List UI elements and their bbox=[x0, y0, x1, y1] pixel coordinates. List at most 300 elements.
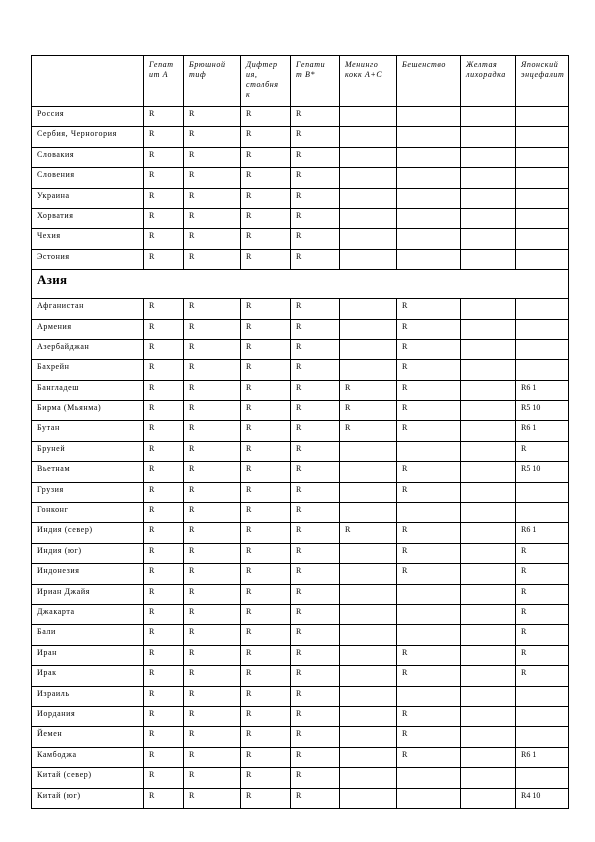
country-cell: Индонезия bbox=[32, 564, 144, 584]
value-cell: R bbox=[184, 441, 241, 461]
value-cell bbox=[340, 339, 397, 359]
country-cell: Хорватия bbox=[32, 208, 144, 228]
value-cell bbox=[461, 625, 516, 645]
country-cell: Азербайджан bbox=[32, 339, 144, 359]
value-cell: R bbox=[516, 441, 569, 461]
value-cell: R bbox=[144, 127, 184, 147]
header-row bbox=[32, 56, 569, 107]
value-cell: R bbox=[291, 360, 340, 380]
value-cell: R bbox=[241, 462, 291, 482]
value-cell bbox=[461, 360, 516, 380]
value-cell: R bbox=[516, 543, 569, 563]
country-cell: Китай (север) bbox=[32, 768, 144, 788]
value-cell: R bbox=[291, 625, 340, 645]
value-cell: R5 10 bbox=[516, 401, 569, 421]
value-cell: R bbox=[144, 564, 184, 584]
value-cell: R bbox=[144, 421, 184, 441]
value-cell: R bbox=[241, 299, 291, 319]
table-row bbox=[32, 249, 569, 269]
value-cell: R bbox=[241, 339, 291, 359]
value-cell bbox=[461, 666, 516, 686]
value-cell: R bbox=[144, 645, 184, 665]
header-cell bbox=[32, 56, 144, 107]
value-cell: R bbox=[397, 339, 461, 359]
country-cell: Бутан bbox=[32, 421, 144, 441]
value-cell: R bbox=[291, 421, 340, 441]
value-cell bbox=[340, 127, 397, 147]
country-cell: Сербия, Черногория bbox=[32, 127, 144, 147]
value-cell: R bbox=[241, 564, 291, 584]
value-cell bbox=[340, 188, 397, 208]
value-cell: R bbox=[397, 645, 461, 665]
value-cell bbox=[461, 168, 516, 188]
value-cell: R bbox=[397, 727, 461, 747]
header-cell: Менинго кокк А+С bbox=[340, 56, 397, 107]
value-cell: R bbox=[241, 107, 291, 127]
table-row bbox=[32, 503, 569, 523]
value-cell bbox=[516, 107, 569, 127]
value-cell bbox=[397, 625, 461, 645]
value-cell: R bbox=[144, 299, 184, 319]
value-cell: R bbox=[144, 686, 184, 706]
value-cell bbox=[397, 686, 461, 706]
value-cell: R bbox=[397, 319, 461, 339]
value-cell: R bbox=[291, 127, 340, 147]
country-cell: Джакарта bbox=[32, 604, 144, 624]
value-cell bbox=[340, 604, 397, 624]
value-cell bbox=[516, 768, 569, 788]
table-row bbox=[32, 107, 569, 127]
value-cell bbox=[340, 147, 397, 167]
value-cell bbox=[461, 249, 516, 269]
value-cell: R bbox=[184, 564, 241, 584]
table-row bbox=[32, 584, 569, 604]
value-cell: R bbox=[144, 401, 184, 421]
value-cell: R bbox=[184, 299, 241, 319]
table-row bbox=[32, 188, 569, 208]
value-cell: R4 10 bbox=[516, 788, 569, 808]
value-cell: R bbox=[184, 503, 241, 523]
value-cell bbox=[397, 503, 461, 523]
table-row bbox=[32, 360, 569, 380]
value-cell: R bbox=[184, 727, 241, 747]
country-cell: Россия bbox=[32, 107, 144, 127]
value-cell: R bbox=[184, 147, 241, 167]
value-cell bbox=[340, 686, 397, 706]
value-cell: R bbox=[184, 208, 241, 228]
value-cell bbox=[397, 107, 461, 127]
value-cell bbox=[461, 339, 516, 359]
value-cell: R bbox=[291, 768, 340, 788]
value-cell bbox=[340, 727, 397, 747]
value-cell: R bbox=[144, 625, 184, 645]
country-cell: Бахрейн bbox=[32, 360, 144, 380]
value-cell: R bbox=[184, 706, 241, 726]
value-cell: R bbox=[184, 747, 241, 767]
value-cell bbox=[461, 299, 516, 319]
value-cell: R bbox=[144, 482, 184, 502]
value-cell: R bbox=[397, 543, 461, 563]
value-cell bbox=[340, 747, 397, 767]
value-cell bbox=[397, 147, 461, 167]
value-cell: R bbox=[184, 482, 241, 502]
value-cell bbox=[461, 645, 516, 665]
value-cell: R bbox=[291, 462, 340, 482]
value-cell bbox=[516, 319, 569, 339]
header-cell: Дифтер ия, столбня к bbox=[241, 56, 291, 107]
value-cell: R bbox=[516, 564, 569, 584]
value-cell bbox=[461, 462, 516, 482]
table-row bbox=[32, 462, 569, 482]
value-cell bbox=[516, 208, 569, 228]
value-cell: R bbox=[291, 645, 340, 665]
value-cell bbox=[516, 503, 569, 523]
table-row bbox=[32, 127, 569, 147]
value-cell bbox=[516, 127, 569, 147]
value-cell bbox=[340, 168, 397, 188]
value-cell bbox=[340, 584, 397, 604]
value-cell: R bbox=[184, 666, 241, 686]
country-cell: Иран bbox=[32, 645, 144, 665]
value-cell bbox=[340, 299, 397, 319]
value-cell: R bbox=[241, 229, 291, 249]
value-cell bbox=[516, 299, 569, 319]
value-cell: R bbox=[397, 421, 461, 441]
value-cell: R bbox=[184, 462, 241, 482]
country-cell: Индия (север) bbox=[32, 523, 144, 543]
value-cell: R6 1 bbox=[516, 747, 569, 767]
value-cell: R bbox=[241, 127, 291, 147]
table-row bbox=[32, 421, 569, 441]
value-cell: R bbox=[144, 229, 184, 249]
value-cell: R bbox=[291, 686, 340, 706]
value-cell: R bbox=[397, 360, 461, 380]
value-cell: R bbox=[144, 584, 184, 604]
country-cell: Йемен bbox=[32, 727, 144, 747]
value-cell bbox=[340, 788, 397, 808]
table-row bbox=[32, 482, 569, 502]
country-cell: Армения bbox=[32, 319, 144, 339]
value-cell: R bbox=[144, 168, 184, 188]
value-cell: R bbox=[291, 229, 340, 249]
value-cell bbox=[461, 788, 516, 808]
value-cell: R bbox=[241, 319, 291, 339]
value-cell bbox=[340, 462, 397, 482]
value-cell bbox=[340, 107, 397, 127]
country-cell: Бруней bbox=[32, 441, 144, 461]
value-cell: R bbox=[397, 747, 461, 767]
value-cell: R bbox=[241, 666, 291, 686]
value-cell: R bbox=[291, 503, 340, 523]
country-cell: Словакия bbox=[32, 147, 144, 167]
value-cell: R bbox=[291, 401, 340, 421]
value-cell: R bbox=[241, 604, 291, 624]
value-cell: R bbox=[397, 299, 461, 319]
value-cell: R bbox=[291, 249, 340, 269]
vaccination-table bbox=[31, 55, 569, 809]
table-row bbox=[32, 604, 569, 624]
country-cell: Гонконг bbox=[32, 503, 144, 523]
value-cell bbox=[340, 229, 397, 249]
value-cell: R bbox=[291, 107, 340, 127]
value-cell bbox=[340, 482, 397, 502]
value-cell: R bbox=[144, 188, 184, 208]
value-cell bbox=[397, 208, 461, 228]
table-row bbox=[32, 401, 569, 421]
value-cell bbox=[461, 380, 516, 400]
country-cell: Китай (юг) bbox=[32, 788, 144, 808]
table-row bbox=[32, 299, 569, 319]
value-cell: R bbox=[291, 727, 340, 747]
value-cell: R bbox=[241, 706, 291, 726]
value-cell: R bbox=[241, 686, 291, 706]
value-cell: R bbox=[397, 401, 461, 421]
value-cell: R6 1 bbox=[516, 421, 569, 441]
table-row bbox=[32, 788, 569, 808]
value-cell: R6 1 bbox=[516, 380, 569, 400]
value-cell: R bbox=[144, 727, 184, 747]
value-cell: R bbox=[241, 188, 291, 208]
country-cell: Бирма (Мьянма) bbox=[32, 401, 144, 421]
table-row bbox=[32, 523, 569, 543]
value-cell: R bbox=[291, 380, 340, 400]
value-cell: R bbox=[397, 482, 461, 502]
table-row bbox=[32, 339, 569, 359]
value-cell bbox=[516, 360, 569, 380]
value-cell: R bbox=[144, 319, 184, 339]
value-cell bbox=[397, 249, 461, 269]
header-cell: Японский энцефалит bbox=[516, 56, 569, 107]
value-cell: R bbox=[184, 543, 241, 563]
country-cell: Грузия bbox=[32, 482, 144, 502]
value-cell: R bbox=[397, 523, 461, 543]
value-cell bbox=[516, 147, 569, 167]
value-cell: R bbox=[144, 666, 184, 686]
value-cell: R bbox=[241, 645, 291, 665]
country-cell: Израиль bbox=[32, 686, 144, 706]
header-cell: Желтая лихорадка bbox=[461, 56, 516, 107]
value-cell: R bbox=[291, 747, 340, 767]
value-cell: R bbox=[241, 401, 291, 421]
value-cell bbox=[516, 168, 569, 188]
country-cell: Вьетнам bbox=[32, 462, 144, 482]
country-cell: Индия (юг) bbox=[32, 543, 144, 563]
value-cell: R bbox=[144, 604, 184, 624]
value-cell bbox=[461, 686, 516, 706]
table-row bbox=[32, 768, 569, 788]
value-cell: R bbox=[291, 564, 340, 584]
value-cell: R bbox=[291, 788, 340, 808]
value-cell bbox=[461, 747, 516, 767]
table-row bbox=[32, 747, 569, 767]
value-cell: R bbox=[291, 482, 340, 502]
table-row bbox=[32, 564, 569, 584]
value-cell: R bbox=[241, 208, 291, 228]
country-cell: Украина bbox=[32, 188, 144, 208]
value-cell: R bbox=[340, 421, 397, 441]
value-cell: R bbox=[184, 604, 241, 624]
value-cell bbox=[340, 645, 397, 665]
value-cell: R bbox=[291, 604, 340, 624]
value-cell: R bbox=[144, 768, 184, 788]
value-cell bbox=[516, 229, 569, 249]
value-cell bbox=[461, 706, 516, 726]
table-row bbox=[32, 645, 569, 665]
value-cell: R bbox=[291, 584, 340, 604]
section-row bbox=[32, 270, 569, 299]
value-cell: R bbox=[291, 319, 340, 339]
value-cell bbox=[461, 208, 516, 228]
value-cell: R bbox=[184, 249, 241, 269]
value-cell: R bbox=[184, 188, 241, 208]
value-cell bbox=[397, 788, 461, 808]
value-cell: R bbox=[144, 147, 184, 167]
value-cell bbox=[397, 604, 461, 624]
table-row bbox=[32, 706, 569, 726]
value-cell: R bbox=[241, 747, 291, 767]
table-row bbox=[32, 686, 569, 706]
value-cell: R bbox=[184, 686, 241, 706]
value-cell: R bbox=[397, 666, 461, 686]
table-row bbox=[32, 625, 569, 645]
value-cell: R bbox=[516, 666, 569, 686]
value-cell: R bbox=[144, 523, 184, 543]
value-cell: R bbox=[291, 168, 340, 188]
value-cell: R bbox=[291, 666, 340, 686]
value-cell bbox=[340, 208, 397, 228]
value-cell bbox=[461, 441, 516, 461]
value-cell bbox=[340, 319, 397, 339]
value-cell: R bbox=[144, 706, 184, 726]
value-cell bbox=[461, 421, 516, 441]
header-cell: Бешенство bbox=[397, 56, 461, 107]
value-cell: R bbox=[144, 747, 184, 767]
value-cell bbox=[461, 604, 516, 624]
value-cell: R bbox=[397, 706, 461, 726]
value-cell: R bbox=[291, 441, 340, 461]
value-cell bbox=[461, 768, 516, 788]
value-cell: R bbox=[144, 339, 184, 359]
country-cell: Бали bbox=[32, 625, 144, 645]
country-cell: Эстония bbox=[32, 249, 144, 269]
value-cell bbox=[397, 584, 461, 604]
value-cell: R bbox=[291, 188, 340, 208]
value-cell bbox=[461, 229, 516, 249]
value-cell: R bbox=[184, 319, 241, 339]
value-cell: R bbox=[184, 380, 241, 400]
value-cell bbox=[397, 127, 461, 147]
value-cell bbox=[516, 339, 569, 359]
value-cell: R bbox=[241, 147, 291, 167]
value-cell: R bbox=[184, 523, 241, 543]
table-row bbox=[32, 727, 569, 747]
value-cell bbox=[397, 168, 461, 188]
table-row bbox=[32, 441, 569, 461]
value-cell: R bbox=[184, 360, 241, 380]
value-cell: R bbox=[241, 584, 291, 604]
table-row bbox=[32, 380, 569, 400]
value-cell: R bbox=[184, 768, 241, 788]
value-cell: R bbox=[144, 249, 184, 269]
header-cell: Брюшной тиф bbox=[184, 56, 241, 107]
table-row bbox=[32, 147, 569, 167]
value-cell bbox=[340, 360, 397, 380]
value-cell bbox=[340, 666, 397, 686]
value-cell: R bbox=[241, 788, 291, 808]
value-cell bbox=[340, 706, 397, 726]
country-cell: Иордания bbox=[32, 706, 144, 726]
value-cell: R bbox=[241, 421, 291, 441]
value-cell: R bbox=[241, 727, 291, 747]
value-cell: R bbox=[397, 380, 461, 400]
value-cell: R bbox=[241, 523, 291, 543]
value-cell bbox=[461, 401, 516, 421]
value-cell bbox=[340, 503, 397, 523]
value-cell bbox=[461, 584, 516, 604]
table-row bbox=[32, 229, 569, 249]
value-cell bbox=[461, 503, 516, 523]
value-cell: R bbox=[144, 503, 184, 523]
value-cell bbox=[340, 543, 397, 563]
value-cell bbox=[340, 441, 397, 461]
country-cell: Словения bbox=[32, 168, 144, 188]
value-cell: R bbox=[291, 299, 340, 319]
value-cell: R bbox=[340, 380, 397, 400]
value-cell: R bbox=[516, 645, 569, 665]
header-cell: Гепат ит А bbox=[144, 56, 184, 107]
value-cell: R bbox=[397, 462, 461, 482]
value-cell: R bbox=[144, 543, 184, 563]
value-cell bbox=[516, 706, 569, 726]
value-cell: R bbox=[184, 625, 241, 645]
value-cell: R bbox=[291, 543, 340, 563]
value-cell bbox=[461, 543, 516, 563]
table-row bbox=[32, 208, 569, 228]
value-cell: R bbox=[241, 168, 291, 188]
value-cell: R bbox=[241, 360, 291, 380]
value-cell: R bbox=[516, 604, 569, 624]
value-cell bbox=[516, 727, 569, 747]
value-cell: R bbox=[241, 441, 291, 461]
value-cell: R bbox=[184, 401, 241, 421]
value-cell bbox=[516, 249, 569, 269]
section-title: Азия bbox=[32, 270, 569, 299]
value-cell: R bbox=[241, 625, 291, 645]
value-cell bbox=[461, 482, 516, 502]
value-cell bbox=[516, 188, 569, 208]
value-cell bbox=[397, 768, 461, 788]
value-cell: R bbox=[184, 107, 241, 127]
value-cell: R bbox=[516, 625, 569, 645]
value-cell: R bbox=[291, 706, 340, 726]
value-cell: R bbox=[184, 788, 241, 808]
value-cell: R bbox=[144, 107, 184, 127]
value-cell bbox=[340, 564, 397, 584]
value-cell: R bbox=[291, 208, 340, 228]
table-row bbox=[32, 319, 569, 339]
country-cell: Ирак bbox=[32, 666, 144, 686]
value-cell bbox=[340, 625, 397, 645]
value-cell: R6 1 bbox=[516, 523, 569, 543]
value-cell: R bbox=[184, 127, 241, 147]
value-cell: R bbox=[184, 584, 241, 604]
value-cell: R bbox=[291, 523, 340, 543]
value-cell bbox=[461, 727, 516, 747]
value-cell bbox=[461, 127, 516, 147]
value-cell: R bbox=[340, 401, 397, 421]
value-cell bbox=[461, 147, 516, 167]
value-cell: R bbox=[144, 208, 184, 228]
